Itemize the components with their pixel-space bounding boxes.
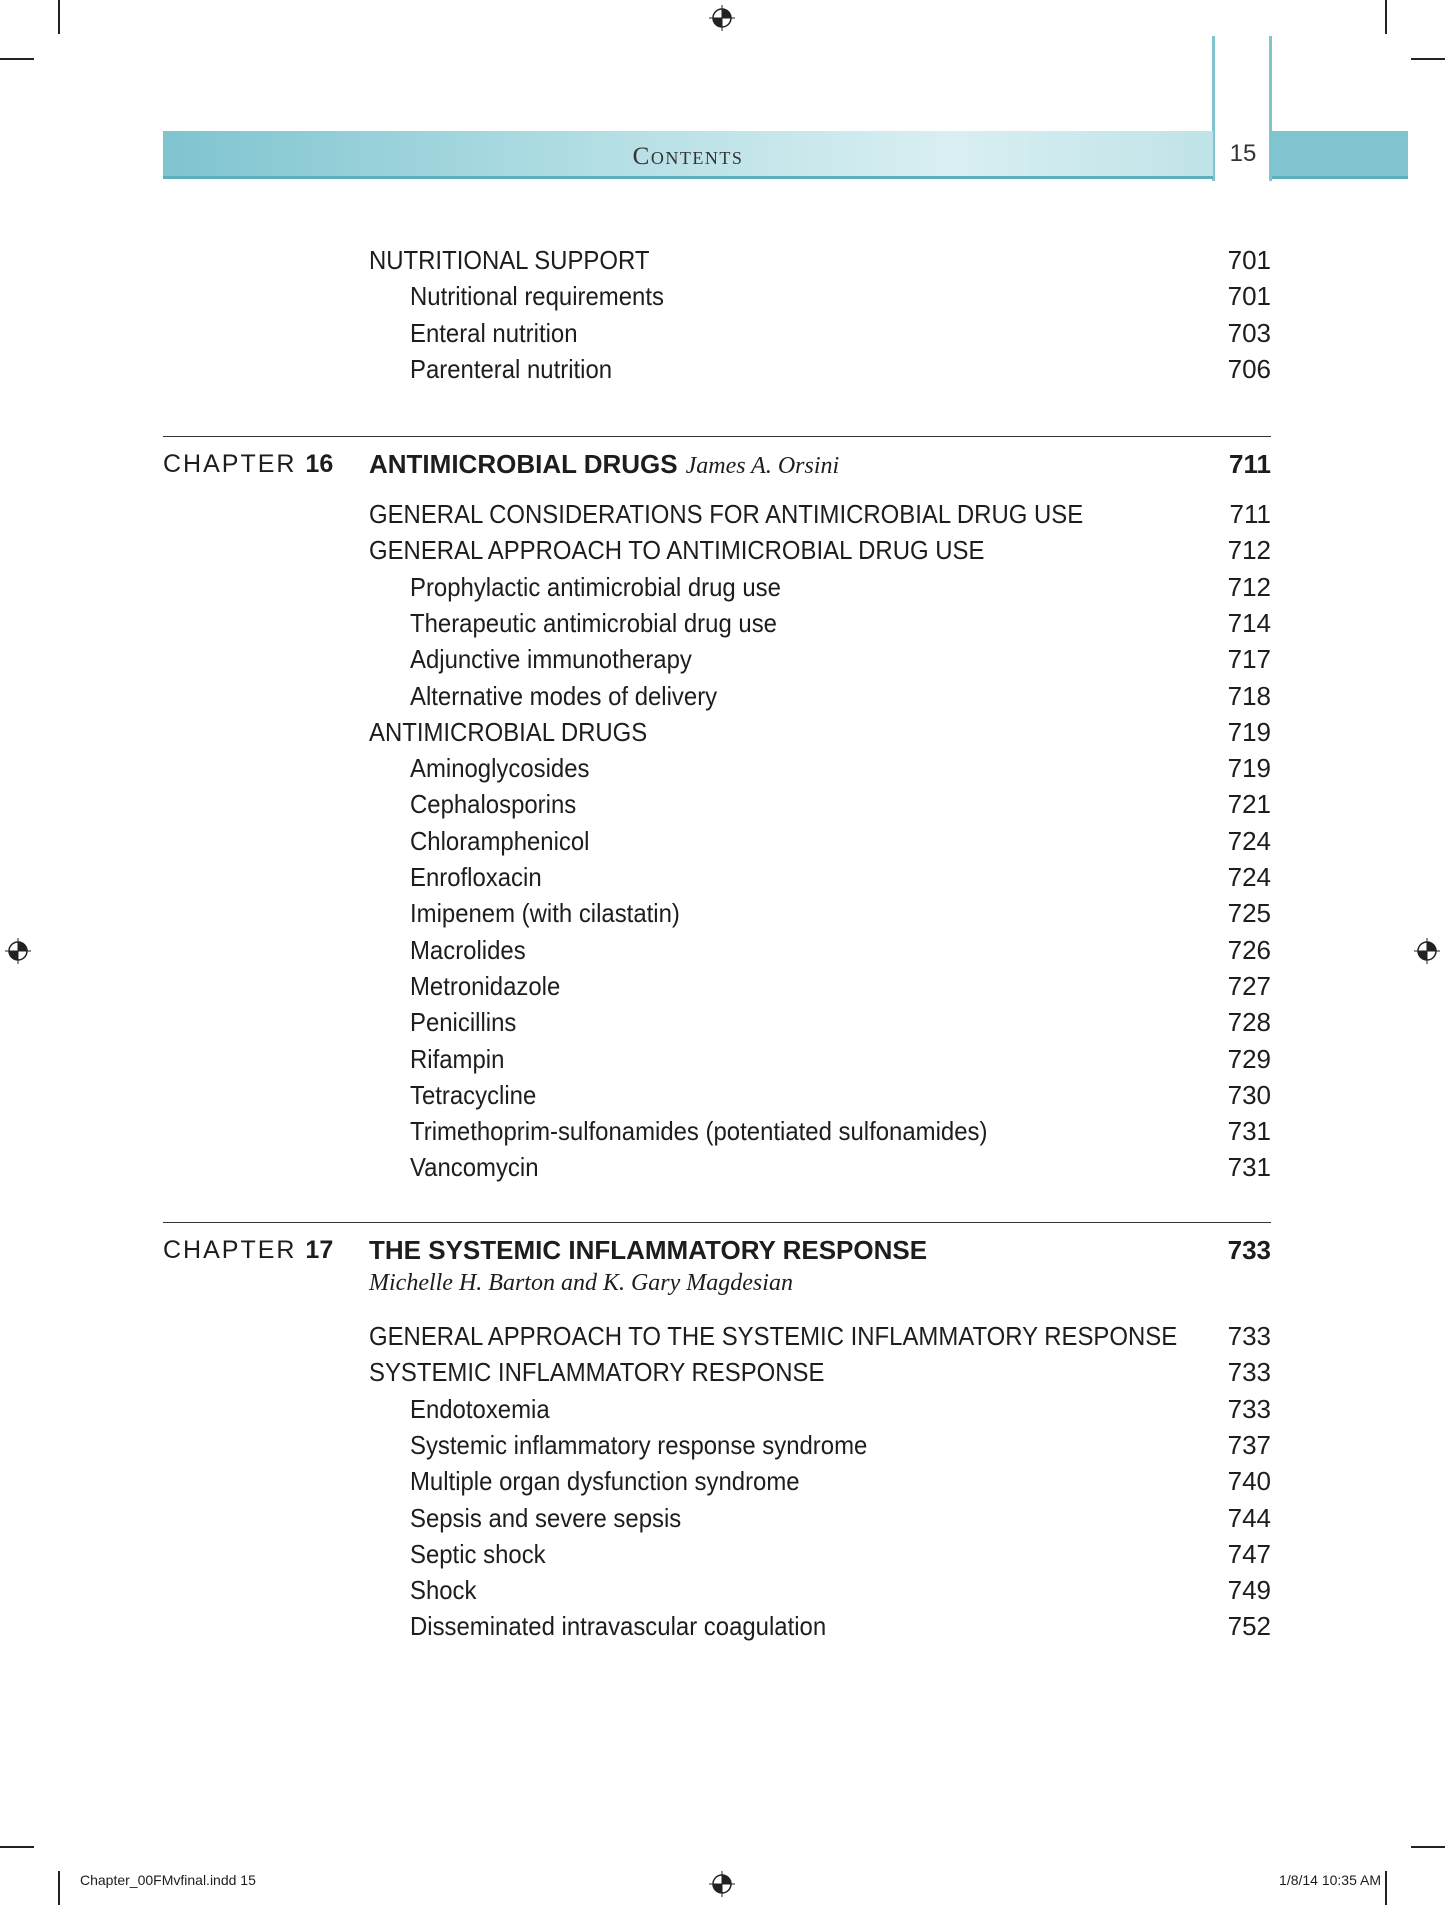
chapter-number: 16 [305, 450, 334, 478]
toc-entry-page: 749 [1227, 1575, 1271, 1606]
toc-entry-label: Multiple organ dysfunction syndrome [410, 1466, 800, 1497]
toc-subentry [410, 1004, 1202, 1040]
toc-entry [369, 1318, 1199, 1354]
toc-entry-page: 733 [1227, 1393, 1271, 1424]
chapter-word: CHAPTER [163, 1236, 297, 1264]
toc-entry-page: 730 [1227, 1079, 1271, 1110]
toc-entry-page: 701 [1227, 245, 1271, 275]
toc-entry-label: Nutritional requirements [410, 281, 664, 312]
toc-entry-label: Enrofloxacin [410, 862, 542, 892]
toc-entry-page: 719 [1227, 753, 1271, 784]
toc-entry-label: NUTRITIONAL SUPPORT [369, 245, 650, 275]
toc-entry-label: SYSTEMIC INFLAMMATORY RESPONSE [369, 1357, 825, 1388]
chapter-divider [163, 436, 1271, 437]
toc-entry-page: 733 [1227, 1321, 1271, 1351]
toc-subentry [410, 678, 1202, 714]
toc-entry-page: 712 [1227, 571, 1271, 602]
toc-subentry [410, 1149, 1202, 1185]
toc-entry-page: 718 [1227, 680, 1271, 711]
toc-entry-label: Disseminated intravascular coagulation [410, 1611, 827, 1642]
toc-subentry [410, 1113, 1202, 1149]
toc-entry-page: 731 [1227, 1152, 1271, 1183]
crop-mark [0, 1846, 34, 1848]
toc-subentry [410, 786, 1202, 822]
toc-entry [369, 496, 1199, 532]
toc-entry-page: 706 [1227, 353, 1271, 384]
toc-entry-label: Trimethoprim-sulfonamides (potentiated sulfonamides) [410, 1116, 988, 1147]
toc-subentry [410, 750, 1202, 786]
toc-subentry [410, 968, 1202, 1004]
chapter-author: James A. Orsini [685, 453, 840, 479]
toc-subentry [410, 351, 1202, 387]
crop-mark [1385, 0, 1387, 34]
toc-entry-label: Cephalosporins [410, 789, 577, 820]
chapter-title: ANTIMICROBIAL DRUGS [369, 449, 678, 479]
crop-mark [1411, 58, 1445, 60]
chapter-title-line [369, 446, 839, 484]
toc-entry-label: Enteral nutrition [410, 317, 578, 348]
toc-entry-label: Septic shock [410, 1538, 546, 1569]
chapter-author: Michelle H. Barton and K. Gary Magdesian [369, 1270, 793, 1296]
toc-entry-label: GENERAL APPROACH TO THE SYSTEMIC INFLAMMATORY RESPONSE [369, 1321, 1178, 1351]
chapter-divider [163, 1222, 1271, 1223]
toc-subentry [410, 932, 1202, 968]
toc-subentry [410, 315, 1202, 351]
toc-entry-label: Therapeutic antimicrobial drug use [410, 607, 777, 638]
toc-subentry [410, 1536, 1202, 1572]
chapter-label [163, 446, 333, 482]
registration-mark-icon [709, 1871, 735, 1897]
toc-entry-label: Rifampin [410, 1043, 505, 1074]
toc-entry-page: 740 [1227, 1466, 1271, 1497]
page-number: 15 [1229, 140, 1257, 167]
toc-entry-page: 727 [1227, 970, 1271, 1001]
toc-entry-page: 711 [1229, 499, 1271, 529]
toc-subentry [410, 823, 1202, 859]
crop-mark [58, 1871, 60, 1905]
toc-entry-label: ANTIMICROBIAL DRUGS [369, 716, 648, 747]
chapter-page: 733 [1227, 1235, 1271, 1265]
chapter-label [163, 1232, 333, 1268]
toc-subentry [410, 895, 1202, 931]
toc-entry-label: Macrolides [410, 934, 526, 965]
toc-subentry [410, 1427, 1202, 1463]
toc-subentry [410, 1608, 1202, 1644]
toc-entry [369, 242, 1199, 278]
toc-entry-label: GENERAL CONSIDERATIONS FOR ANTIMICROBIAL DRUG USE [369, 499, 1084, 529]
toc-entry-label: Systemic inflammatory response syndrome [410, 1429, 868, 1460]
footer-date: 1/8/14 10:35 AM [1279, 1872, 1381, 1888]
registration-mark-icon [1414, 938, 1440, 964]
toc-entry-page: 752 [1227, 1611, 1271, 1642]
toc-subentry [410, 859, 1202, 895]
header-band-right [1272, 131, 1408, 179]
chapter-title-line [369, 1232, 927, 1268]
toc-entry-page: 724 [1227, 825, 1271, 856]
toc-subentry [410, 1391, 1202, 1427]
registration-mark-icon [709, 5, 735, 31]
crop-mark [1385, 1871, 1387, 1905]
footer-file-name: Chapter_00FMvfinal.indd 15 [80, 1872, 256, 1888]
toc-entry-page: 712 [1227, 535, 1271, 566]
toc-entry-label: Sepsis and severe sepsis [410, 1502, 682, 1533]
chapter-title: THE SYSTEMIC INFLAMMATORY RESPONSE [369, 1235, 928, 1265]
toc-subentry [410, 1572, 1202, 1608]
toc-entry-page: 729 [1227, 1043, 1271, 1074]
running-head-title: Contents [632, 143, 744, 170]
toc-subentry [410, 1500, 1202, 1536]
toc-entry-page: 728 [1227, 1007, 1271, 1038]
toc-entry-page: 703 [1227, 317, 1271, 348]
toc-subentry [410, 1463, 1202, 1499]
toc-entry-label: Adjunctive immunotherapy [410, 644, 692, 675]
chapter-page: 711 [1229, 449, 1271, 479]
toc-entry [369, 714, 1199, 750]
toc-entry-page: 744 [1227, 1502, 1271, 1533]
toc-entry [369, 1354, 1199, 1390]
toc-entry-page: 717 [1227, 644, 1271, 675]
toc-subentry [410, 1077, 1202, 1113]
toc-entry-page: 747 [1227, 1538, 1271, 1569]
toc-entry-label: Shock [410, 1575, 477, 1606]
toc-entry-label: Penicillins [410, 1007, 517, 1038]
toc-subentry [410, 1041, 1202, 1077]
registration-mark-icon [5, 938, 31, 964]
toc-entry-label: Tetracycline [410, 1079, 537, 1110]
toc-entry-label: Imipenem (with cilastatin) [410, 898, 680, 929]
toc-entry-page: 725 [1227, 898, 1271, 929]
toc-entry-page: 701 [1227, 281, 1271, 312]
toc-entry-label: Endotoxemia [410, 1393, 550, 1424]
crop-mark [1411, 1846, 1445, 1848]
toc-subentry [410, 569, 1202, 605]
toc-entry-label: Aminoglycosides [410, 753, 590, 784]
toc-entry-label: Alternative modes of delivery [410, 680, 718, 711]
crop-mark [58, 0, 60, 34]
chapter-number: 17 [305, 1236, 334, 1264]
toc-entry-label: Chloramphenicol [410, 825, 590, 856]
toc-entry-page: 724 [1227, 862, 1271, 892]
toc-entry-page: 721 [1227, 789, 1271, 820]
toc-entry-page: 733 [1227, 1357, 1271, 1388]
toc-entry-label: Metronidazole [410, 970, 561, 1001]
toc-subentry [410, 278, 1202, 314]
toc-entry-page: 719 [1227, 716, 1271, 747]
toc-entry-page: 714 [1227, 607, 1271, 638]
chapter-word: CHAPTER [163, 450, 297, 478]
toc-entry-page: 726 [1227, 934, 1271, 965]
toc-subentry [410, 605, 1202, 641]
toc-entry-label: GENERAL APPROACH TO ANTIMICROBIAL DRUG USE [369, 535, 985, 566]
toc-entry-page: 731 [1227, 1116, 1271, 1147]
toc-subentry [410, 641, 1202, 677]
crop-mark [0, 58, 34, 60]
toc-entry [369, 532, 1199, 568]
toc-entry-label: Prophylactic antimicrobial drug use [410, 571, 781, 602]
toc-entry-label: Vancomycin [410, 1152, 539, 1183]
toc-entry-label: Parenteral nutrition [410, 353, 613, 384]
toc-entry-page: 737 [1227, 1429, 1271, 1460]
